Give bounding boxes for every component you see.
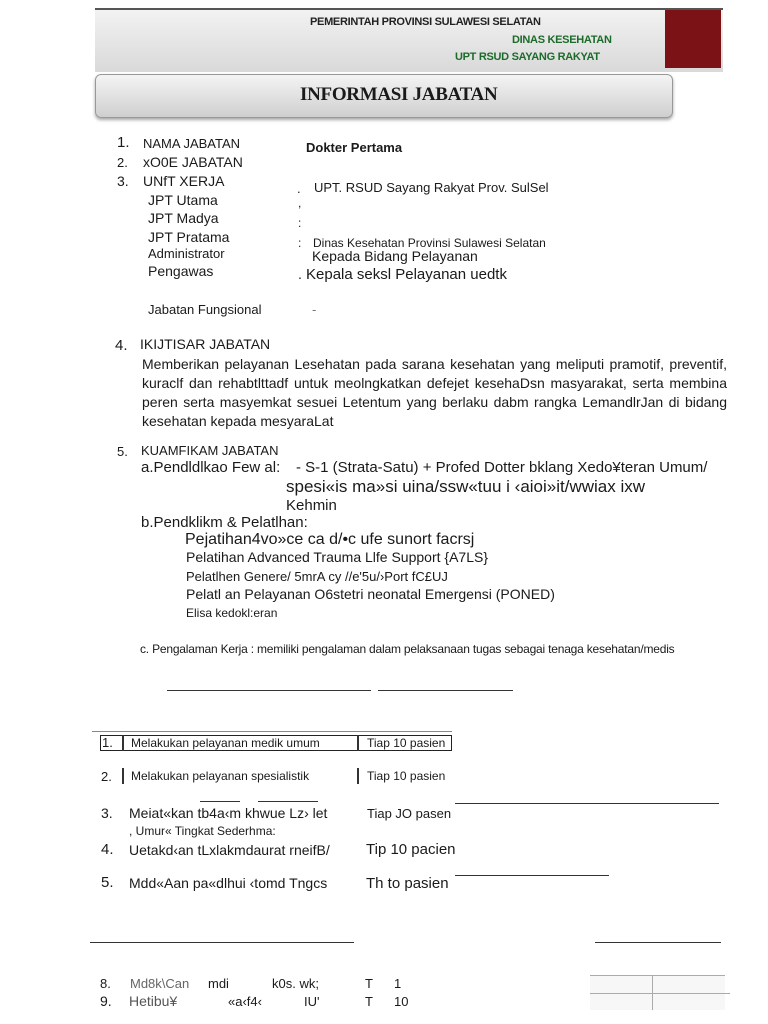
row-9-col-e: 10	[394, 994, 409, 1009]
divider	[455, 875, 609, 876]
header-line-3: UPT RSUD SAYANG RAKYAT	[455, 51, 600, 63]
field-2-number: 2.	[117, 155, 128, 170]
task-1-value: Tiap 10 pasien	[367, 736, 446, 750]
task-3-value: Tiap JO pasen	[367, 806, 452, 821]
kualifikasi-number: 5.	[117, 444, 128, 459]
pelatihan-item-5: Elisa kedokl:eran	[186, 606, 278, 620]
task-1-number: 1.	[102, 735, 113, 750]
field-3-value: UPT. RSUD Sayang Rakyat Prov. SulSel	[314, 180, 549, 195]
row-9-col-c: IU'	[304, 994, 320, 1009]
administrator-label: Administrator	[148, 246, 225, 261]
row-8-col-c: k0s. wk;	[272, 976, 319, 991]
divider	[258, 801, 318, 802]
divider	[455, 803, 719, 804]
field-3-number: 3.	[117, 173, 129, 189]
task-4-label: Uetakd‹an tLxlakmdaurat rneifB/	[129, 842, 330, 858]
jpt-madya-label: JPT Madya	[148, 210, 219, 226]
task-3-number: 3.	[101, 805, 113, 821]
divider	[200, 801, 240, 802]
kualifikasi-heading: KUAMFIKAM JABATAN	[141, 443, 279, 458]
row-9-col-a: Hetibu¥	[129, 993, 178, 1009]
row-9-col-d: T	[365, 994, 373, 1009]
pengalaman-text: c. Pengalaman Kerja : memiliki pengalaman dalam pelaksanaan tugas sebagai tenaga kesehatan/medis	[140, 642, 675, 656]
task-5-label: Mdd«Aan pa«dlhui ‹tomd Tngcs	[129, 875, 328, 891]
field-3-label: UNfT XERJA	[143, 173, 225, 189]
pelatihan-item-3: Pelatlhen Genere/ 5mrA cy //e'5u/›Port fC£UJ	[186, 569, 448, 584]
table-separator	[122, 735, 124, 751]
field-1-number: 1.	[117, 134, 130, 151]
row-8-col-a: Md8k\Can	[130, 976, 190, 991]
pengawas-label: Pengawas	[148, 263, 214, 279]
task-4-number: 4.	[101, 841, 114, 858]
divider	[590, 993, 730, 994]
header-line-2: DINAS KESEHATAN	[512, 34, 612, 46]
task-5-value: Th to pasien	[366, 875, 449, 892]
table-separator	[357, 735, 359, 751]
jpt-utama-colon: ,	[298, 196, 302, 210]
task-1-label: Melakukan pelayanan medik umum	[131, 736, 320, 750]
ikhtisar-number: 4.	[115, 337, 128, 354]
table-separator	[357, 768, 359, 784]
task-5-number: 5.	[101, 874, 114, 891]
task-3-label: Meiat«kan tb4a‹m khwue Lz› let	[129, 805, 328, 821]
field-2-label: xO0E JABATAN	[143, 154, 243, 170]
row-9-col-b: «a‹f4‹	[228, 994, 262, 1009]
pendidikan-value: - S-1 (Strata-Satu) + Profed Dotter bklang Xedo¥teran Umum/	[296, 459, 708, 476]
row-8-col-b: mdi	[208, 976, 229, 991]
ikhtisar-heading: IKIJTISAR JABATAN	[140, 336, 271, 352]
pelatihan-label: b.Pendklikm & Pelatlhan:	[141, 514, 308, 531]
row-8-col-e: 1	[394, 976, 402, 991]
divider	[378, 690, 513, 691]
pendidikan-line-3: Kehmin	[286, 497, 337, 514]
task-4-value: Tip 10 pacien	[366, 841, 456, 858]
jpt-madya-colon: :	[298, 216, 302, 230]
field-1-label: NAMA JABATAN	[143, 136, 241, 151]
pengawas-value: Kepala seksl Pelayanan uedtk	[306, 266, 507, 283]
divider	[167, 690, 371, 691]
fungsional-value: -	[312, 302, 317, 317]
fungsional-label: Jabatan Fungsional	[148, 302, 262, 317]
table-separator	[122, 768, 124, 784]
pendidikan-label: a.Pendldlkao Few al:	[141, 459, 281, 476]
divider	[92, 731, 452, 732]
task-2-number: 2.	[101, 769, 112, 784]
header-line-1: PEMERINTAH PROVINSI SULAWESI SELATAN	[310, 16, 541, 28]
administrator-value: Kepada Bidang Pelayanan	[312, 248, 478, 264]
row-8-col-d: T	[365, 976, 373, 991]
pelatihan-item-1: Pejatihan4vo»ce ca d/•c ufe sunort facrsj	[185, 531, 475, 548]
institution-logo	[665, 10, 721, 68]
page-title: INFORMASI JABATAN	[300, 84, 498, 105]
row-8-number: 8.	[100, 976, 111, 991]
divider	[595, 942, 721, 943]
pelatihan-item-2: Pelatihan Advanced Trauma Llfe Support {A7LS}	[186, 549, 488, 565]
field-1-value: Dokter Pertama	[306, 140, 403, 155]
divider	[90, 942, 354, 943]
task-2-value: Tiap 10 pasien	[367, 769, 446, 783]
jpt-utama-label: JPT Utama	[148, 192, 218, 208]
task-3-sub: , Umur« Tingkat Sederhma:	[129, 824, 276, 838]
row-9-number: 9.	[100, 993, 112, 1009]
field-3-colon: .	[297, 181, 301, 196]
jpt-pratama-label: JPT Pratama	[148, 229, 230, 245]
pelatihan-item-4: Pelatl an Pelayanan O6stetri neonatal Emergensi (PONED)	[186, 586, 555, 602]
pengawas-colon: .	[298, 266, 302, 282]
jpt-pratama-colon: :	[298, 236, 302, 250]
task-2-label: Melakukan pelayanan spesialistik	[131, 769, 310, 783]
jpt-pratama-value: Dinas Kesehatan Provinsi Sulawesi Selatan	[313, 236, 546, 250]
ikhtisar-text: Memberikan pelayanan Lesehatan pada sarana kesehatan yang meliputi pramotif, preventif, kuraclf dan rehabtlttadf untuk meolngkatkan defejet kesehaDsn masyarakat, serta membina peren serta masyemkat sesuei Letentum yang berlaku dabm rangka LemandlrJan di bidang kesehatan kepada mesyaraLat	[142, 356, 727, 429]
pendidikan-line-2: spesi«is ma»si uina/ssw«tuu i ‹aioi»it/wwiax ixw	[286, 477, 646, 496]
